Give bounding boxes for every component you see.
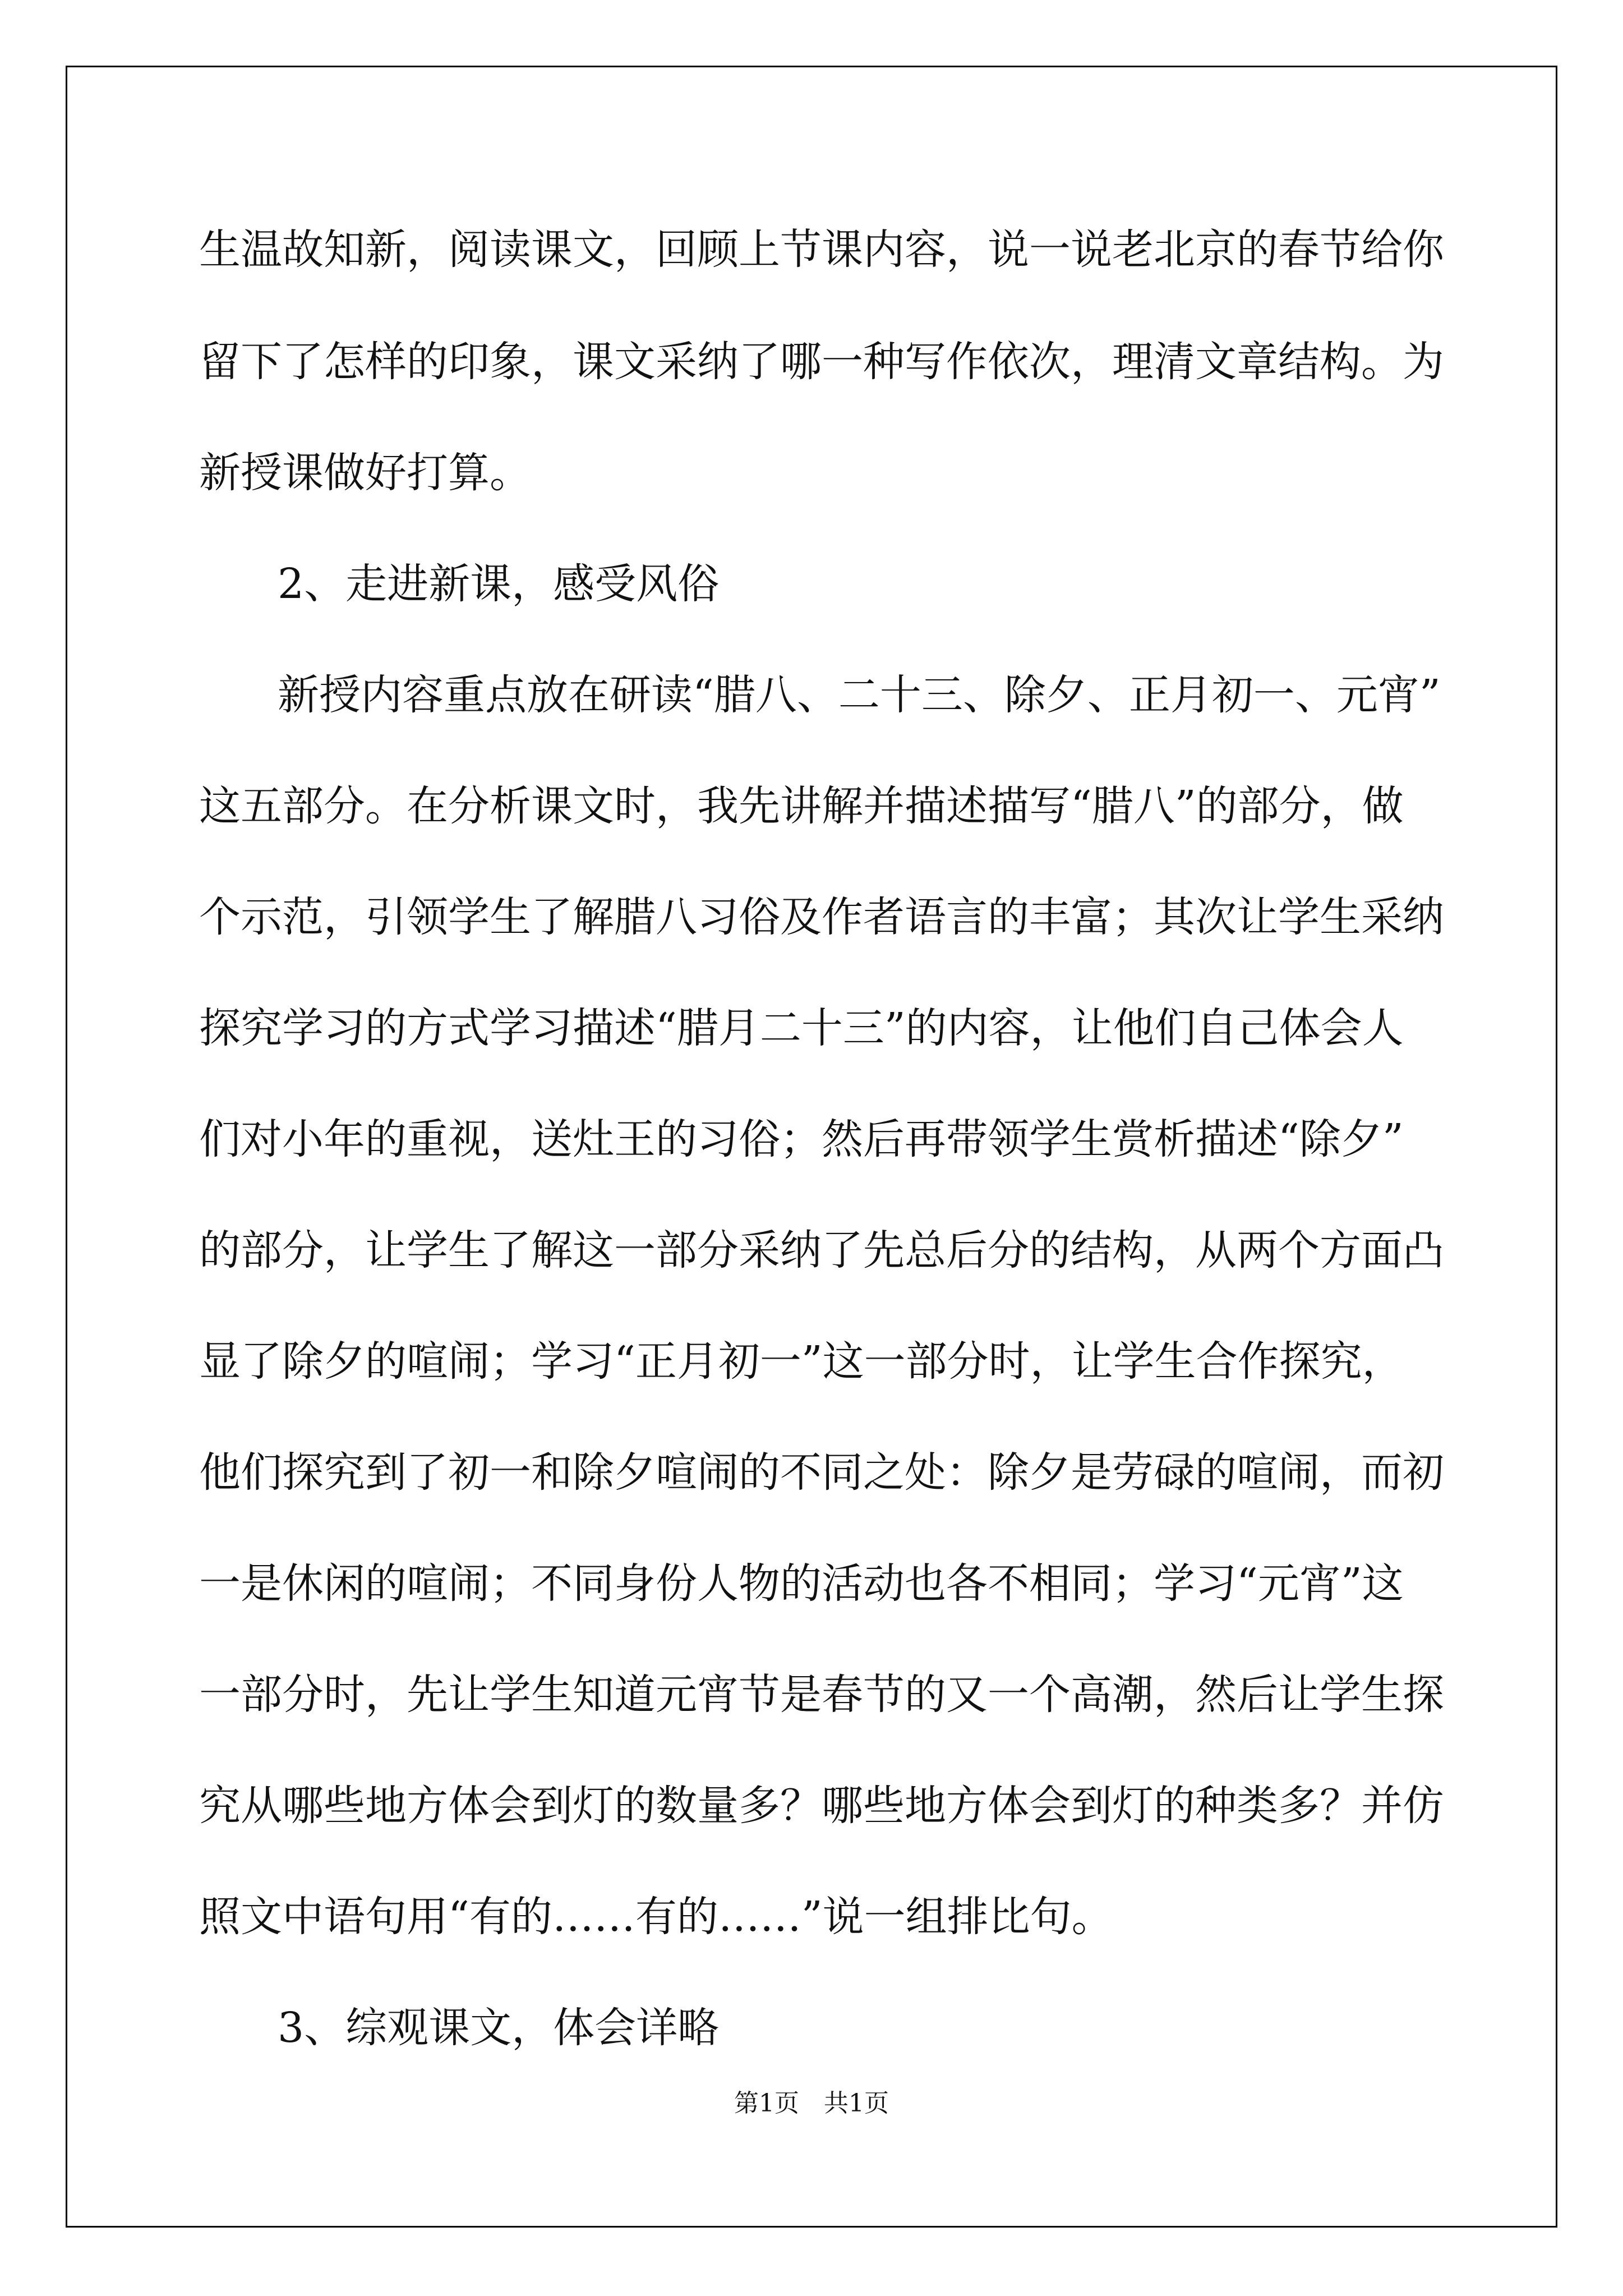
section-heading: 3、综观课文，体会详略	[278, 2004, 720, 2052]
body-text-line: 一部分时，先让学生知道元宵节是春节的又一个高潮，然后让学生探	[199, 1671, 1444, 1719]
body-text-line: 这五部分。在分析课文时，我先讲解并描述描写“腊八”的部分，做	[199, 782, 1404, 830]
page-footer: 第1页 共1页	[734, 2089, 889, 2118]
body-text-line: 新授课做好打算。	[199, 449, 531, 497]
body-text-line: 的部分，让学生了解这一部分采纳了先总后分的结构，从两个方面凸	[199, 1226, 1444, 1274]
body-text-line: 生温故知新，阅读课文，回顾上节课内容，说一说老北京的春节给你	[199, 226, 1444, 274]
body-text-line: 他们探究到了初一和除夕喧闹的不同之处：除夕是劳碌的喧闹，而初	[199, 1448, 1444, 1497]
body-text-line: 们对小年的重视，送灶王的习俗；然后再带领学生赏析描述“除夕”	[199, 1115, 1404, 1163]
body-text-line: 照文中语句用“有的……有的……”说一组排比句。	[199, 1893, 1113, 1941]
body-text-line: 留下了怎样的印象，课文采纳了哪一种写作依次，理清文章结构。为	[199, 338, 1444, 386]
body-text-line: 个示范，引领学生了解腊八习俗及作者语言的丰富；其次让学生采纳	[199, 893, 1444, 941]
section-heading: 2、走进新课，感受风俗	[278, 560, 720, 608]
body-text-line: 究从哪些地方体会到灯的数量多？哪些地方体会到灯的种类多？并仿	[199, 1782, 1444, 1830]
body-text-line: 一是休闲的喧闹；不同身份人物的活动也各不相同；学习“元宵”这	[199, 1559, 1404, 1608]
body-text-line: 探究学习的方式学习描述“腊月二十三”的内容，让他们自己体会人	[199, 1004, 1404, 1052]
body-text-line: 新授内容重点放在研读“腊八、二十三、除夕、正月初一、元宵”	[278, 671, 1441, 719]
body-text-line: 显了除夕的喧闹；学习“正月初一”这一部分时，让学生合作探究，	[199, 1337, 1404, 1386]
